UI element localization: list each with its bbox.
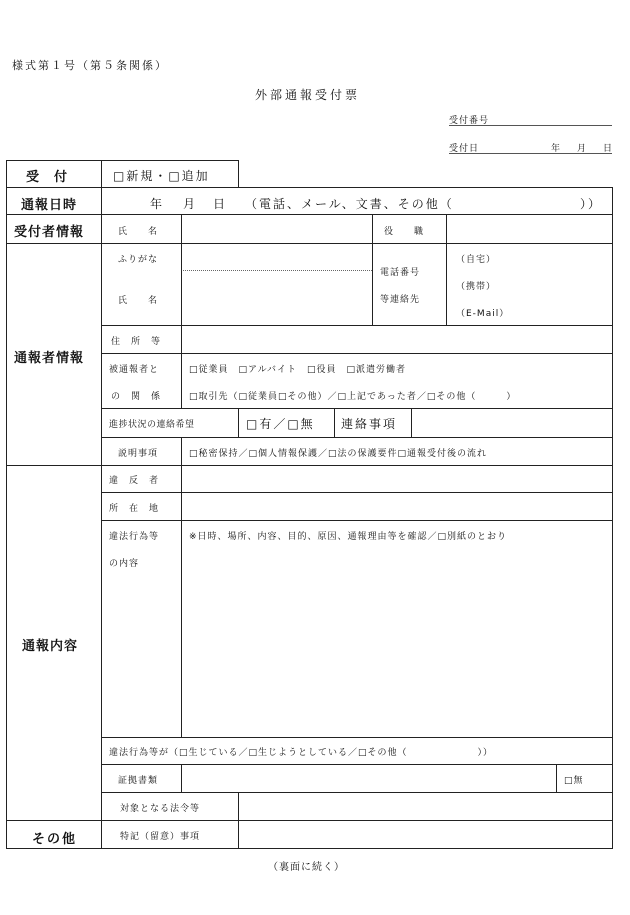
sublabel-divider-b — [372, 214, 373, 325]
row-line-12 — [101, 764, 613, 765]
furigana-label: ふりがな — [118, 255, 159, 265]
row-line-11 — [101, 737, 613, 738]
contact-label: 連絡事項 — [341, 417, 398, 431]
law-divider — [238, 792, 239, 848]
evidence-divider-a — [181, 764, 182, 792]
relation-options-2[interactable]: □取引先（□従業員□その他）／□上記であった者／□その他（ ） — [189, 392, 517, 402]
violation-note: ※日時、場所、内容、目的、原因、通報理由等を確認／□別紙のとおり — [189, 532, 508, 542]
table-left — [6, 160, 7, 848]
progress-label: 進捗状況の連絡希望 — [109, 420, 195, 430]
phone-label-2: 等連絡先 — [380, 295, 421, 305]
receipt-number-label: 受付番号 — [449, 116, 490, 126]
progress-divider-c — [411, 408, 412, 437]
reporter-name-label: 氏 名 — [118, 296, 159, 306]
relation-options-1[interactable]: □従業員 □アルバイト □役員 □派遣労働者 — [189, 365, 407, 375]
other-label: その他 — [32, 832, 78, 847]
phone-label-1: 電話番号 — [380, 268, 421, 278]
relation-label-2: の 関 係 — [111, 392, 162, 402]
reception-right — [238, 160, 239, 187]
receipt-date-month: 月 — [577, 144, 588, 154]
row-line-5 — [101, 353, 613, 354]
sublabel-divider-c — [446, 214, 447, 325]
remarks-label: 特記（留意）事項 — [120, 832, 201, 842]
row-line-9 — [101, 492, 613, 493]
reception-options[interactable]: □新規・□追加 — [113, 169, 210, 183]
receiver-name-label: 氏 名 — [118, 227, 159, 237]
furigana-dotted-line — [181, 270, 372, 271]
content-label: 通報内容 — [22, 639, 79, 654]
report-methods: （電話、メール、文書、その他（ — [245, 197, 454, 211]
phone-mobile: （携帯） — [456, 282, 497, 292]
form-title: 外部通報受付票 — [255, 88, 361, 102]
law-label: 対象となる法令等 — [120, 804, 201, 814]
table-top-left — [6, 160, 238, 161]
row-line-3 — [6, 243, 613, 244]
label-column-divider — [101, 160, 102, 848]
address-divider — [181, 325, 182, 353]
receiver-info-label: 受付者情報 — [14, 225, 85, 240]
address-label: 住 所 等 — [111, 337, 162, 347]
progress-options[interactable]: □有／□無 — [246, 417, 315, 431]
explanation-divider — [181, 437, 182, 465]
receipt-date-line[interactable] — [449, 153, 612, 154]
progress-divider-b — [334, 408, 335, 437]
table-right — [612, 187, 613, 848]
relation-divider — [181, 353, 182, 408]
sublabel-divider-a — [181, 214, 182, 325]
row-line-7 — [101, 437, 613, 438]
receipt-date-year: 年 — [551, 144, 562, 154]
report-date-year: 年 — [150, 197, 165, 211]
reception-label: 受 付 — [26, 170, 69, 185]
evidence-label: 証拠書類 — [118, 776, 159, 786]
form-code: 様式第１号（第５条関係） — [12, 59, 168, 72]
explanation-items[interactable]: □秘密保持／□個人情報保護／□法の保護要件□通報受付後の流れ — [189, 449, 488, 459]
report-date-day: 日 — [213, 197, 228, 211]
relation-label-1: 被通報者と — [109, 365, 160, 375]
violation-status-line[interactable]: 違法行為等が（□生じている／□生じようとしている／□その他（ ）） — [109, 748, 494, 758]
violation-label-2: の内容 — [109, 559, 140, 569]
row-line-4 — [101, 325, 613, 326]
report-methods-close: ）） — [580, 197, 603, 211]
progress-divider-a — [238, 408, 239, 437]
evidence-none-checkbox[interactable]: □無 — [564, 776, 584, 786]
row-line-1 — [6, 187, 613, 188]
content-divider — [181, 465, 182, 737]
phone-home: （自宅） — [456, 255, 497, 265]
violation-label-1: 違法行為等 — [109, 532, 160, 542]
reporter-info-label: 通報者情報 — [14, 351, 85, 366]
row-line-8 — [6, 465, 613, 466]
row-line-2 — [6, 214, 613, 215]
location-label: 所 在 地 — [109, 504, 160, 514]
receipt-date-label: 受付日 — [449, 144, 480, 154]
row-line-6 — [101, 408, 613, 409]
row-line-13 — [101, 792, 613, 793]
report-date-month: 月 — [183, 197, 198, 211]
receipt-number-line[interactable] — [449, 125, 612, 126]
table-bottom — [6, 848, 613, 849]
violator-label: 違 反 者 — [109, 476, 160, 486]
row-line-14 — [6, 820, 613, 821]
explanation-label: 説明事項 — [118, 449, 159, 459]
phone-email: （E-Mail） — [456, 309, 510, 319]
receiver-position-label: 役 職 — [384, 227, 425, 237]
receipt-date-day: 日 — [603, 144, 614, 154]
row-line-10 — [101, 520, 613, 521]
report-date-label: 通報日時 — [21, 198, 78, 213]
evidence-divider-b — [556, 764, 557, 792]
continued-note: （裏面に続く） — [268, 862, 345, 873]
